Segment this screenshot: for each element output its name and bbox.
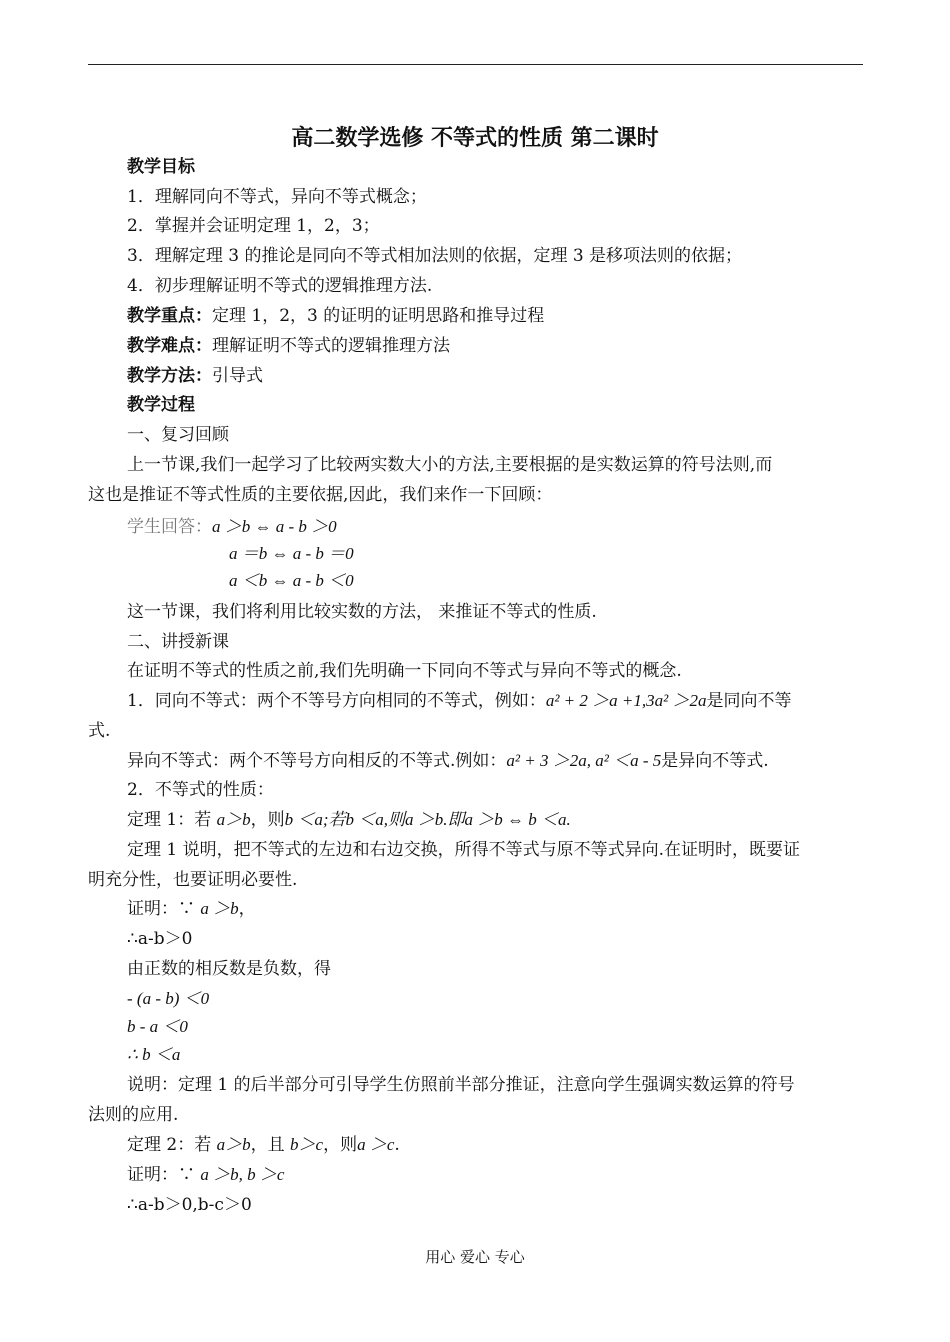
formula: a ＜b ⇔ a - b ＜0 bbox=[229, 571, 354, 590]
theorem-2-text: ，且 bbox=[250, 1135, 291, 1155]
difficulty-text: 理解证明不等式的逻辑推理方法 bbox=[212, 336, 450, 356]
key-point-line bbox=[127, 305, 544, 327]
paragraph-line: 2．不等式的性质： bbox=[127, 780, 274, 800]
section-heading: 一、复习回顾 bbox=[127, 425, 229, 445]
key-point-label: 教学重点： bbox=[127, 306, 212, 326]
proof-step: ∴ b ＜a bbox=[127, 1045, 181, 1064]
paragraph-line: 这一节课，我们将利用比较实数的方法， 来推证不等式的性质. bbox=[127, 602, 597, 622]
proof-step: - (a - b) ＜0 bbox=[127, 989, 210, 1008]
punctuation: ， bbox=[238, 899, 256, 919]
goal-item: 4．初步理解证明不等式的逻辑推理方法. bbox=[127, 276, 433, 296]
difficulty-label: 教学难点： bbox=[127, 336, 212, 356]
proof-step: 由正数的相反数是负数，得 bbox=[127, 959, 331, 979]
punctuation: . bbox=[394, 1135, 400, 1155]
paragraph-line: 法则的应用. bbox=[88, 1105, 179, 1125]
method-line bbox=[127, 365, 263, 387]
paragraph-line: 在证明不等式的性质之前,我们先明确一下同向不等式与异向不等式的概念. bbox=[127, 661, 682, 681]
because-symbol: ∵ bbox=[178, 899, 195, 919]
paragraph-line: 明充分性，也要证明必要性. bbox=[88, 870, 298, 890]
formula: a＞b bbox=[216, 1135, 251, 1154]
formula: b＞c bbox=[290, 1135, 324, 1154]
method-text: 引导式 bbox=[212, 366, 263, 386]
method-label: 教学方法： bbox=[127, 366, 212, 386]
theorem-1-text: ，则 bbox=[250, 810, 285, 830]
opposite-direction-text: 是异向不等式. bbox=[661, 751, 769, 771]
formula: a ＞b ⇔ a - b ＞0 bbox=[212, 517, 337, 536]
goal-item: 2．掌握并会证明定理 1，2，3； bbox=[127, 216, 380, 236]
process-heading: 教学过程 bbox=[127, 395, 195, 415]
theorem-1-line bbox=[127, 809, 571, 831]
formula: a ＞c bbox=[357, 1135, 395, 1154]
student-label: 学生回答： bbox=[127, 517, 212, 537]
formula: a＞b bbox=[216, 810, 251, 829]
paragraph-line: 上一节课,我们一起学习了比较两实数大小的方法,主要根据的是实数运算的符号法则,而 bbox=[127, 455, 773, 475]
theorem-2-text: ，则 bbox=[323, 1135, 358, 1155]
paragraph-line: 说明：定理 1 的后半部分可引导学生仿照前半部分推证，注意向学生强调实数运算的符号 bbox=[127, 1075, 795, 1095]
key-point-text: 定理 1，2，3 的证明的证明思路和推导过程 bbox=[212, 306, 545, 326]
paragraph-line: 式. bbox=[88, 721, 111, 741]
goals-heading: 教学目标 bbox=[127, 157, 195, 177]
proof-step: b - a ＜0 bbox=[127, 1017, 188, 1036]
theorem-1-text: 定理 1：若 bbox=[127, 810, 217, 830]
because-symbol: ∵ bbox=[178, 1165, 195, 1185]
formula: b ＜a;若b ＜a,则a ＞b.即a ＞b ⇔ b ＜a. bbox=[284, 810, 571, 829]
section-heading: 二、讲授新课 bbox=[127, 632, 229, 652]
header-rule bbox=[88, 64, 863, 65]
formula: a² + 3 ＞2a, a² ＜a - 5 bbox=[506, 751, 662, 770]
formula: a ＞b bbox=[200, 899, 239, 918]
same-direction-text: 1．同向不等式：两个不等号方向相同的不等式，例如： bbox=[127, 691, 546, 711]
paragraph-line: 定理 1 说明，把不等式的左边和右边交换，所得不等式与原不等式异向.在证明时，既要证 bbox=[127, 840, 801, 860]
proof-label: 证明： bbox=[127, 899, 178, 919]
student-answer-line bbox=[127, 516, 337, 538]
theorem-2-text: 定理 2：若 bbox=[127, 1135, 217, 1155]
opposite-direction-line bbox=[127, 750, 769, 772]
theorem-2-line bbox=[127, 1134, 400, 1156]
same-direction-line bbox=[127, 690, 791, 712]
paragraph-line: 这也是推证不等式性质的主要依据,因此，我们来作一下回顾： bbox=[88, 485, 553, 505]
opposite-direction-text: 异向不等式：两个不等号方向相反的不等式.例如： bbox=[127, 751, 507, 771]
proof-label: 证明： bbox=[127, 1165, 178, 1185]
formula: a² + 2 ＞a +1,3a² ＞2a bbox=[545, 691, 707, 710]
page-title: 高二数学选修 不等式的性质 第二课时 bbox=[291, 125, 659, 151]
formula: a ＞b, b ＞c bbox=[200, 1165, 285, 1184]
proof-2-line bbox=[127, 1164, 284, 1186]
proof-1-line bbox=[127, 898, 256, 920]
proof-step: ∴a-b＞0 bbox=[127, 929, 193, 949]
page-footer: 用心 爱心 专心 bbox=[425, 1248, 525, 1266]
formula: a ＝b ⇔ a - b ＝0 bbox=[229, 544, 354, 563]
goal-item: 3．理解定理 3 的推论是同向不等式相加法则的依据，定理 3 是移项法则的依据； bbox=[127, 246, 743, 266]
goal-item: 1．理解同向不等式，异向不等式概念； bbox=[127, 187, 427, 207]
difficulty-line bbox=[127, 335, 450, 357]
proof-step: ∴a-b＞0,b-c＞0 bbox=[127, 1195, 252, 1215]
same-direction-text: 是同向不等 bbox=[706, 691, 792, 711]
